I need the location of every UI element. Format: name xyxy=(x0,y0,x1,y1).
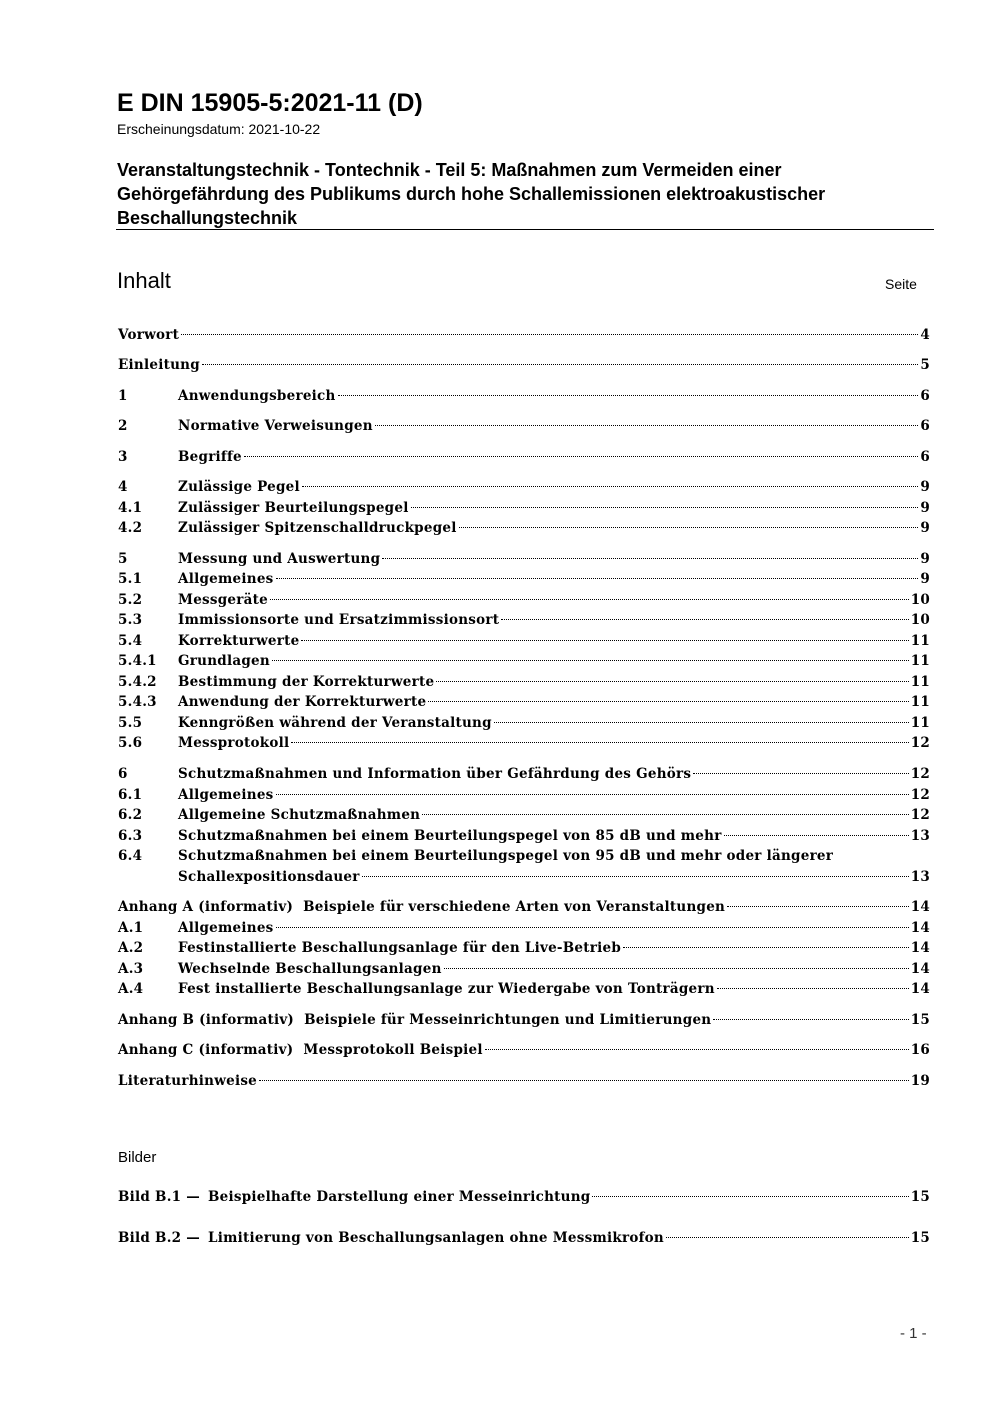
leader-dots xyxy=(291,742,908,743)
publication-date: Erscheinungsdatum: 2021-10-22 xyxy=(117,121,321,137)
toc-entry-page: 14 xyxy=(910,961,930,977)
toc-entry-label: Vorwort xyxy=(118,327,180,343)
leader-dots xyxy=(666,1237,909,1238)
toc-entry-5-1[interactable] xyxy=(118,569,930,590)
toc-entry-page: 11 xyxy=(910,694,930,710)
leader-dots xyxy=(459,527,919,528)
toc-entry-page: 14 xyxy=(910,920,930,936)
toc-entry-5-2[interactable] xyxy=(118,590,930,611)
toc-entry-number: Anhang C (informativ) xyxy=(118,1042,294,1058)
leader-dots xyxy=(276,794,909,795)
toc-entry-page: 11 xyxy=(910,674,930,690)
document-code: E DIN 15905-5:2021-11 (D) xyxy=(117,89,423,117)
toc-entry-page: 6 xyxy=(920,388,930,404)
leader-dots xyxy=(485,1049,909,1050)
leader-dots xyxy=(302,486,918,487)
toc-entry-number: 4.2 xyxy=(118,520,143,536)
leader-dots xyxy=(501,619,908,620)
toc-entry-a-2[interactable] xyxy=(118,938,930,959)
toc-entry-page: 14 xyxy=(910,940,930,956)
leader-dots xyxy=(181,334,918,335)
toc-entry-number: 5.4.1 xyxy=(118,653,157,669)
toc-entry-page: 9 xyxy=(920,520,930,536)
figure-entry-page: 15 xyxy=(910,1230,930,1246)
leader-dots xyxy=(202,364,918,365)
toc-entry-4[interactable] xyxy=(118,477,930,498)
toc-entry-4-2[interactable] xyxy=(118,518,930,539)
toc-entry-page: 12 xyxy=(910,766,930,782)
leader-dots xyxy=(713,1019,908,1020)
leader-dots xyxy=(724,835,909,836)
leader-dots xyxy=(444,968,909,969)
toc-entry-anhang-a[interactable] xyxy=(118,897,930,918)
toc-entry-number: 6 xyxy=(118,766,128,782)
toc-entry-text: Korrekturwerte xyxy=(178,633,300,649)
toc-entry-number: 4 xyxy=(118,479,128,495)
toc-entry-text: Allgemeine Schutzmaßnahmen xyxy=(178,807,421,823)
leader-dots xyxy=(428,701,908,702)
toc-entry-page: 13 xyxy=(910,868,930,885)
toc-entry-page: 10 xyxy=(910,612,930,628)
toc-entry-5-4[interactable] xyxy=(118,631,930,652)
toc-entry-page: 13 xyxy=(910,828,930,844)
toc-entry-anhang-b[interactable] xyxy=(118,1010,930,1031)
toc-entry-page: 11 xyxy=(910,633,930,649)
toc-entry-number: 5.5 xyxy=(118,715,143,731)
leader-dots xyxy=(436,681,908,682)
figure-entry-number: Bild B.2 — xyxy=(118,1230,201,1246)
toc-entry-4-1[interactable] xyxy=(118,498,930,519)
toc-entry-5-4-2[interactable] xyxy=(118,672,930,693)
toc-entry-text: Allgemeines xyxy=(178,787,274,803)
toc-entry-text: Schutzmaßnahmen bei einem Beurteilungspegel von 85 dB und mehr xyxy=(178,828,722,844)
toc-entry-5[interactable] xyxy=(118,549,930,570)
leader-dots xyxy=(727,906,909,907)
leader-dots xyxy=(276,927,909,928)
toc-entry-text-continued: Schallexpositionsdauer xyxy=(178,868,360,885)
toc-entry-page: 9 xyxy=(920,500,930,516)
toc-entry-number: A.1 xyxy=(118,920,144,936)
toc-entry-text: Bestimmung der Korrekturwerte xyxy=(178,674,435,690)
toc-entry-number: 5.4.2 xyxy=(118,674,157,690)
toc-entry-6-3[interactable] xyxy=(118,826,930,847)
toc-entry-einleitung[interactable] xyxy=(118,355,930,376)
toc-entry-a-1[interactable] xyxy=(118,918,930,939)
title-divider xyxy=(116,229,934,230)
toc-entry-number: 5.3 xyxy=(118,612,143,628)
toc-entry-6-2[interactable] xyxy=(118,805,930,826)
figure-entry-number: Bild B.1 — xyxy=(118,1189,201,1205)
toc-entry-5-5[interactable] xyxy=(118,713,930,734)
document-title: Veranstaltungstechnik - Tontechnik - Teil 5: Maßnahmen zum Vermeiden einer Gehörgefährdung des Publikums durch hohe Schallemissionen elektroakustischer Beschallungstechnik xyxy=(117,160,826,228)
toc-entry-text: Schutzmaßnahmen bei einem Beurteilungspegel von 95 dB und mehr oder längerer xyxy=(178,848,834,864)
figure-entry-text: Beispielhafte Darstellung einer Messeinrichtung xyxy=(208,1189,591,1205)
toc-entry-page: 9 xyxy=(920,479,930,495)
toc-entry-number: 5.1 xyxy=(118,571,143,587)
page-column-label: Seite xyxy=(885,276,917,292)
toc-entry-number: 5.2 xyxy=(118,592,143,608)
toc-entry-page: 9 xyxy=(920,571,930,587)
leader-dots xyxy=(244,456,918,457)
toc-entry-page: 5 xyxy=(920,357,930,373)
toc-entry-3[interactable] xyxy=(118,447,930,468)
toc-entry-5-4-3[interactable] xyxy=(118,692,930,713)
toc-entry-text: Messung und Auswertung xyxy=(178,551,381,567)
toc-entry-number: 2 xyxy=(118,418,128,434)
page-number: - 1 - xyxy=(900,1325,927,1342)
toc-entry-text: Begriffe xyxy=(178,449,242,465)
leader-dots xyxy=(592,1196,908,1197)
toc-entry-number: Anhang B (informativ) xyxy=(118,1012,295,1028)
toc-entry-2[interactable] xyxy=(118,416,930,437)
toc-entry-text: Zulässige Pegel xyxy=(178,479,300,495)
toc-heading: Inhalt xyxy=(117,268,171,293)
toc-entry-label: Einleitung xyxy=(118,357,200,373)
toc-entry-text: Fest installierte Beschallungsanlage zur Wiedergabe von Tonträgern xyxy=(178,981,715,997)
leader-dots xyxy=(375,425,919,426)
toc-entry-page: 6 xyxy=(920,418,930,434)
toc-entry-text: Zulässiger Beurteilungspegel xyxy=(178,500,409,516)
leader-dots xyxy=(717,988,909,989)
toc-entry-6-1[interactable] xyxy=(118,785,930,806)
toc-entry-number: 6.4 xyxy=(118,848,143,864)
toc-entry-text: Immissionsorte und Ersatzimmissionsort xyxy=(178,612,500,628)
toc-entry-number: 4.1 xyxy=(118,500,143,516)
toc-entry-number: 6.2 xyxy=(118,807,143,823)
toc-entry-number: A.2 xyxy=(118,940,144,956)
toc-entry-text: Beispiele für verschiedene Arten von Veranstaltungen xyxy=(303,899,726,915)
leader-dots xyxy=(338,395,919,396)
toc-entry-text: Messgeräte xyxy=(178,592,268,608)
toc-entry-number: 6.1 xyxy=(118,787,143,803)
leader-dots xyxy=(494,722,909,723)
toc-entry-number: 5.6 xyxy=(118,735,143,751)
toc-entry-page: 19 xyxy=(910,1073,930,1089)
figure-entry-text: Limitierung von Beschallungsanlagen ohne Messmikrofon xyxy=(208,1230,664,1246)
toc-entry-anhang-c[interactable] xyxy=(118,1040,930,1061)
toc-entry-text: Schutzmaßnahmen und Information über Gefährdung des Gehörs xyxy=(178,766,692,782)
leader-dots xyxy=(362,876,909,877)
toc-entry-page: 14 xyxy=(910,981,930,997)
toc-entry-page: 9 xyxy=(920,551,930,567)
toc-entry-page: 12 xyxy=(910,807,930,823)
figures-heading: Bilder xyxy=(118,1149,157,1166)
toc-entry-1[interactable] xyxy=(118,386,930,407)
toc-entry-text: Normative Verweisungen xyxy=(178,418,373,434)
toc-entry-text: Allgemeines xyxy=(178,571,274,587)
toc-entry-page: 10 xyxy=(910,592,930,608)
toc-entry-vorwort[interactable] xyxy=(118,325,930,346)
leader-dots xyxy=(270,599,909,600)
toc-entry-page: 11 xyxy=(910,715,930,731)
leader-dots xyxy=(693,773,908,774)
toc-entry-6[interactable] xyxy=(118,764,930,785)
toc-entry-text: Messprotokoll Beispiel xyxy=(303,1042,483,1058)
toc-entry-number: A.4 xyxy=(118,981,144,997)
toc-entry-text: Grundlagen xyxy=(178,653,270,669)
leader-dots xyxy=(422,814,908,815)
leader-dots xyxy=(276,578,919,579)
toc-entry-text: Festinstallierte Beschallungsanlage für den Live-Betrieb xyxy=(178,940,622,956)
leader-dots xyxy=(382,558,918,559)
toc-entry-number: 5.4 xyxy=(118,633,143,649)
toc-entry-page: 12 xyxy=(910,787,930,803)
toc-entry-number: Anhang A (informativ) xyxy=(118,899,294,915)
toc-entry-page: 12 xyxy=(910,735,930,751)
toc-entry-text: Anwendung der Korrekturwerte xyxy=(178,694,427,710)
toc-entry-text: Zulässiger Spitzenschalldruckpegel xyxy=(178,520,457,536)
toc-entry-5-3[interactable] xyxy=(118,610,930,631)
leader-dots xyxy=(301,640,908,641)
toc-entry-page: 6 xyxy=(920,449,930,465)
toc-entry-number: A.3 xyxy=(118,961,144,977)
toc-entry-number: 5 xyxy=(118,551,128,567)
toc-entry-text: Messprotokoll xyxy=(178,735,290,751)
toc-entry-number: 1 xyxy=(118,388,128,404)
toc-entry-text: Anwendungsbereich xyxy=(178,388,336,404)
toc-entry-page: 15 xyxy=(910,1012,930,1028)
toc-entry-page: 11 xyxy=(910,653,930,669)
toc-entry-number: 3 xyxy=(118,449,128,465)
leader-dots xyxy=(259,1080,909,1081)
figure-entry-page: 15 xyxy=(910,1189,930,1205)
leader-dots xyxy=(411,507,919,508)
toc-entry-a-4[interactable] xyxy=(118,979,930,1000)
leader-dots xyxy=(272,660,909,661)
figure-entry-b2[interactable] xyxy=(118,1228,930,1249)
toc-entry-5-4-1[interactable] xyxy=(118,651,930,672)
toc-entry-6-4[interactable] xyxy=(118,846,930,887)
toc-entry-number: 5.4.3 xyxy=(118,694,157,710)
toc-entry-a-3[interactable] xyxy=(118,959,930,980)
toc-entry-label: Literaturhinweise xyxy=(118,1073,258,1089)
toc-entry-5-6[interactable] xyxy=(118,733,930,754)
leader-dots xyxy=(623,947,909,948)
figure-entry-b1[interactable] xyxy=(118,1187,930,1208)
toc-entry-text: Kenngrößen während der Veranstaltung xyxy=(178,715,492,731)
toc-entry-text: Wechselnde Beschallungsanlagen xyxy=(178,961,442,977)
toc-entry-page: 14 xyxy=(910,899,930,915)
toc-entry-text: Beispiele für Messeinrichtungen und Limitierungen xyxy=(304,1012,712,1028)
toc-entry-page: 4 xyxy=(920,327,930,343)
toc-entry-text: Allgemeines xyxy=(178,920,274,936)
toc-entry-number: 6.3 xyxy=(118,828,143,844)
toc-entry-page: 16 xyxy=(910,1042,930,1058)
toc-entry-literaturhinweise[interactable] xyxy=(118,1071,930,1092)
